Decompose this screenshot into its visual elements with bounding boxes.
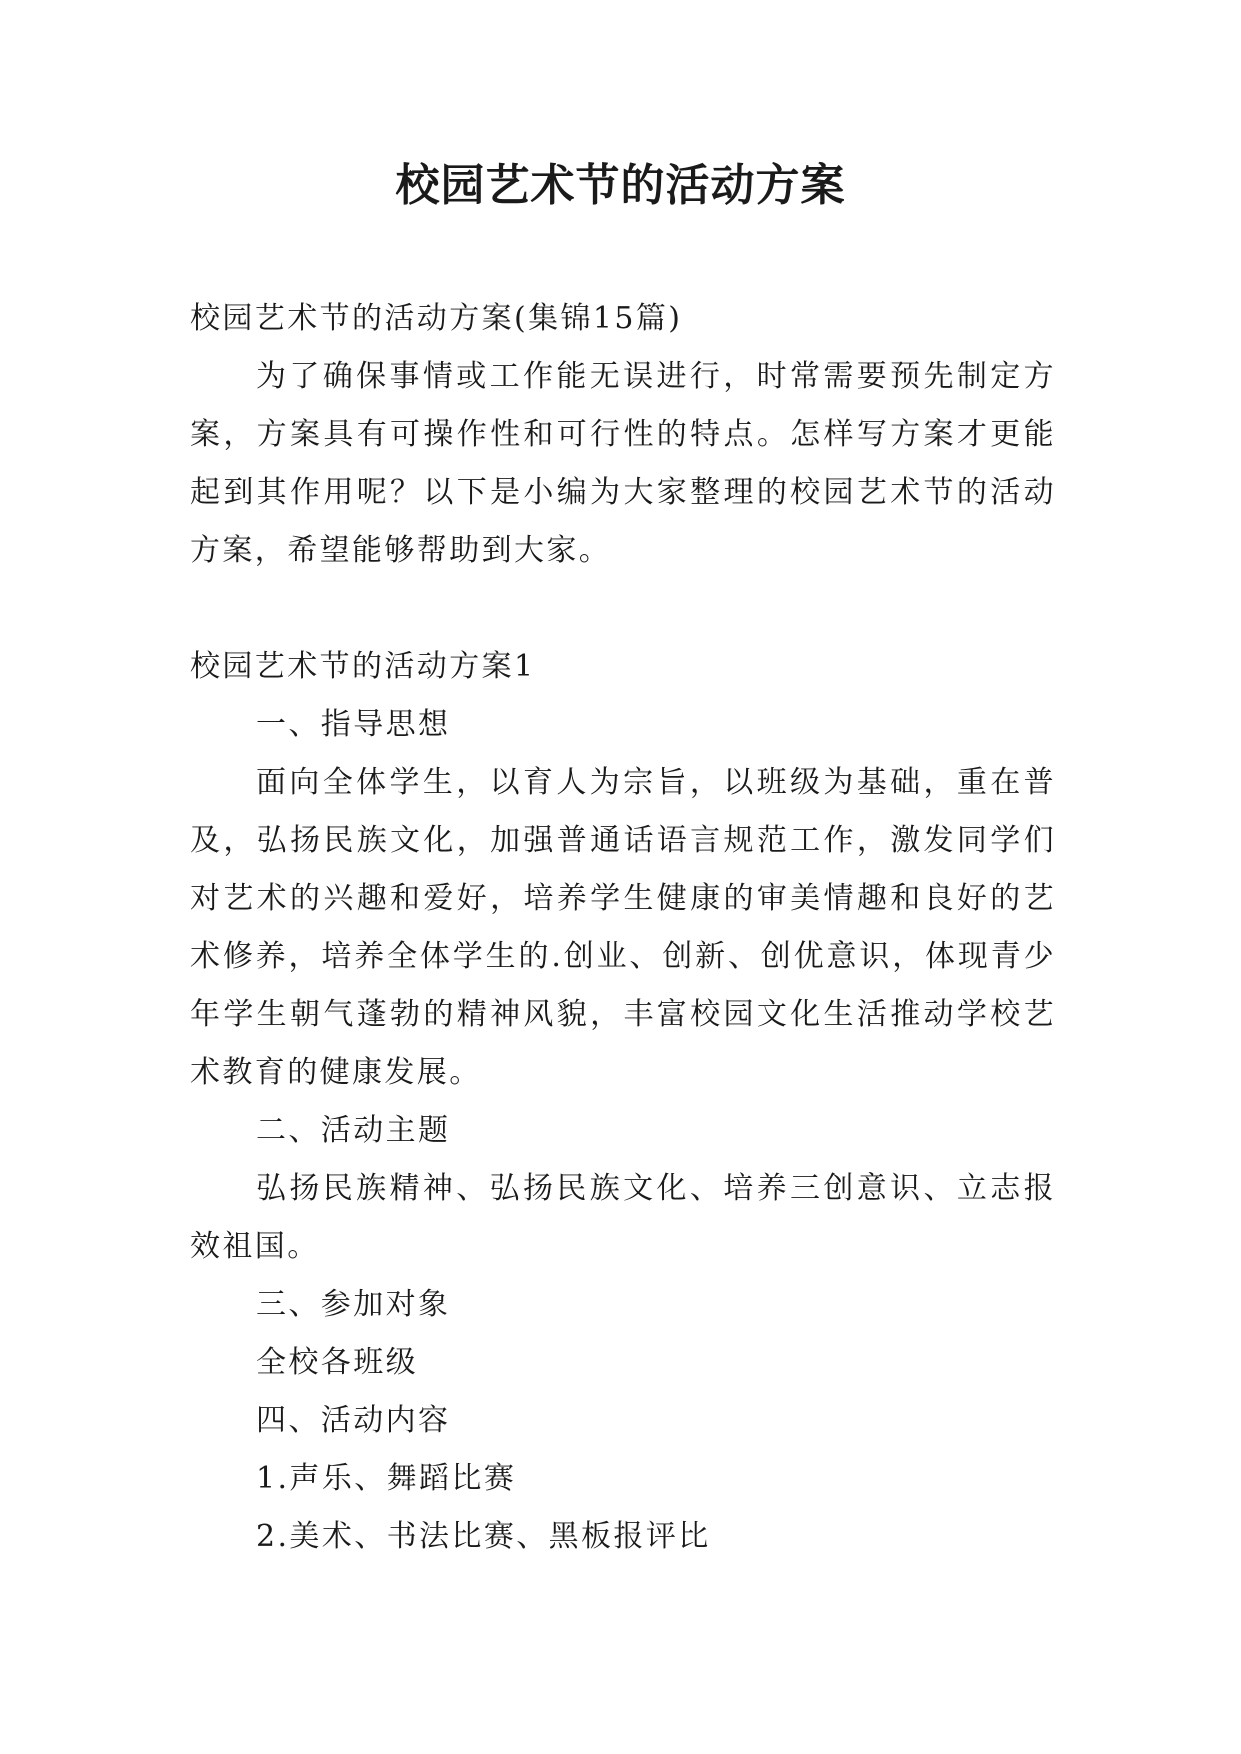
section-spacer [190, 580, 1056, 638]
section-item-theme-heading: 二、活动主题 [256, 1113, 451, 1148]
document-subtitle: 校园艺术节的活动方案(集锦15篇) [190, 301, 683, 336]
page-title: 校园艺术节的活动方案 [395, 160, 846, 211]
section-item-participants-heading: 三、参加对象 [256, 1287, 451, 1322]
section-item-guiding-heading: 一、指导思想 [256, 707, 451, 742]
section-item-participants-paragraph: 全校各班级 [256, 1345, 418, 1380]
section-item-guiding-paragraph: 面向全体学生，以育人为宗旨，以班级为基础，重在普及，弘扬民族文化，加强普通话语言规范工作，激发同学们对艺术的兴趣和爱好，培养学生健康的审美情趣和良好的艺术修养，培养全体学生的.创业、创新、创优意识，体现青少年学生朝气蓬勃的精神风貌，丰富校园文化生活推动学校艺术教育的健康发展。 [190, 765, 1056, 1090]
document-body [190, 290, 1056, 1566]
intro-paragraph: 为了确保事情或工作能无误进行，时常需要预先制定方案，方案具有可操作性和可行性的特点。怎样写方案才更能起到其作用呢？以下是小编为大家整理的校园艺术节的活动方案，希望能够帮助到大家。 [190, 359, 1056, 568]
section-item-content-1: 1.声乐、舞蹈比赛 [256, 1461, 517, 1496]
section-item-theme-paragraph: 弘扬民族精神、弘扬民族文化、培养三创意识、立志报效祖国。 [190, 1171, 1056, 1264]
section-item-content-2: 2.美术、书法比赛、黑板报评比 [256, 1519, 711, 1554]
section-item-content-heading: 四、活动内容 [256, 1403, 451, 1438]
section-heading: 校园艺术节的活动方案1 [190, 649, 536, 684]
